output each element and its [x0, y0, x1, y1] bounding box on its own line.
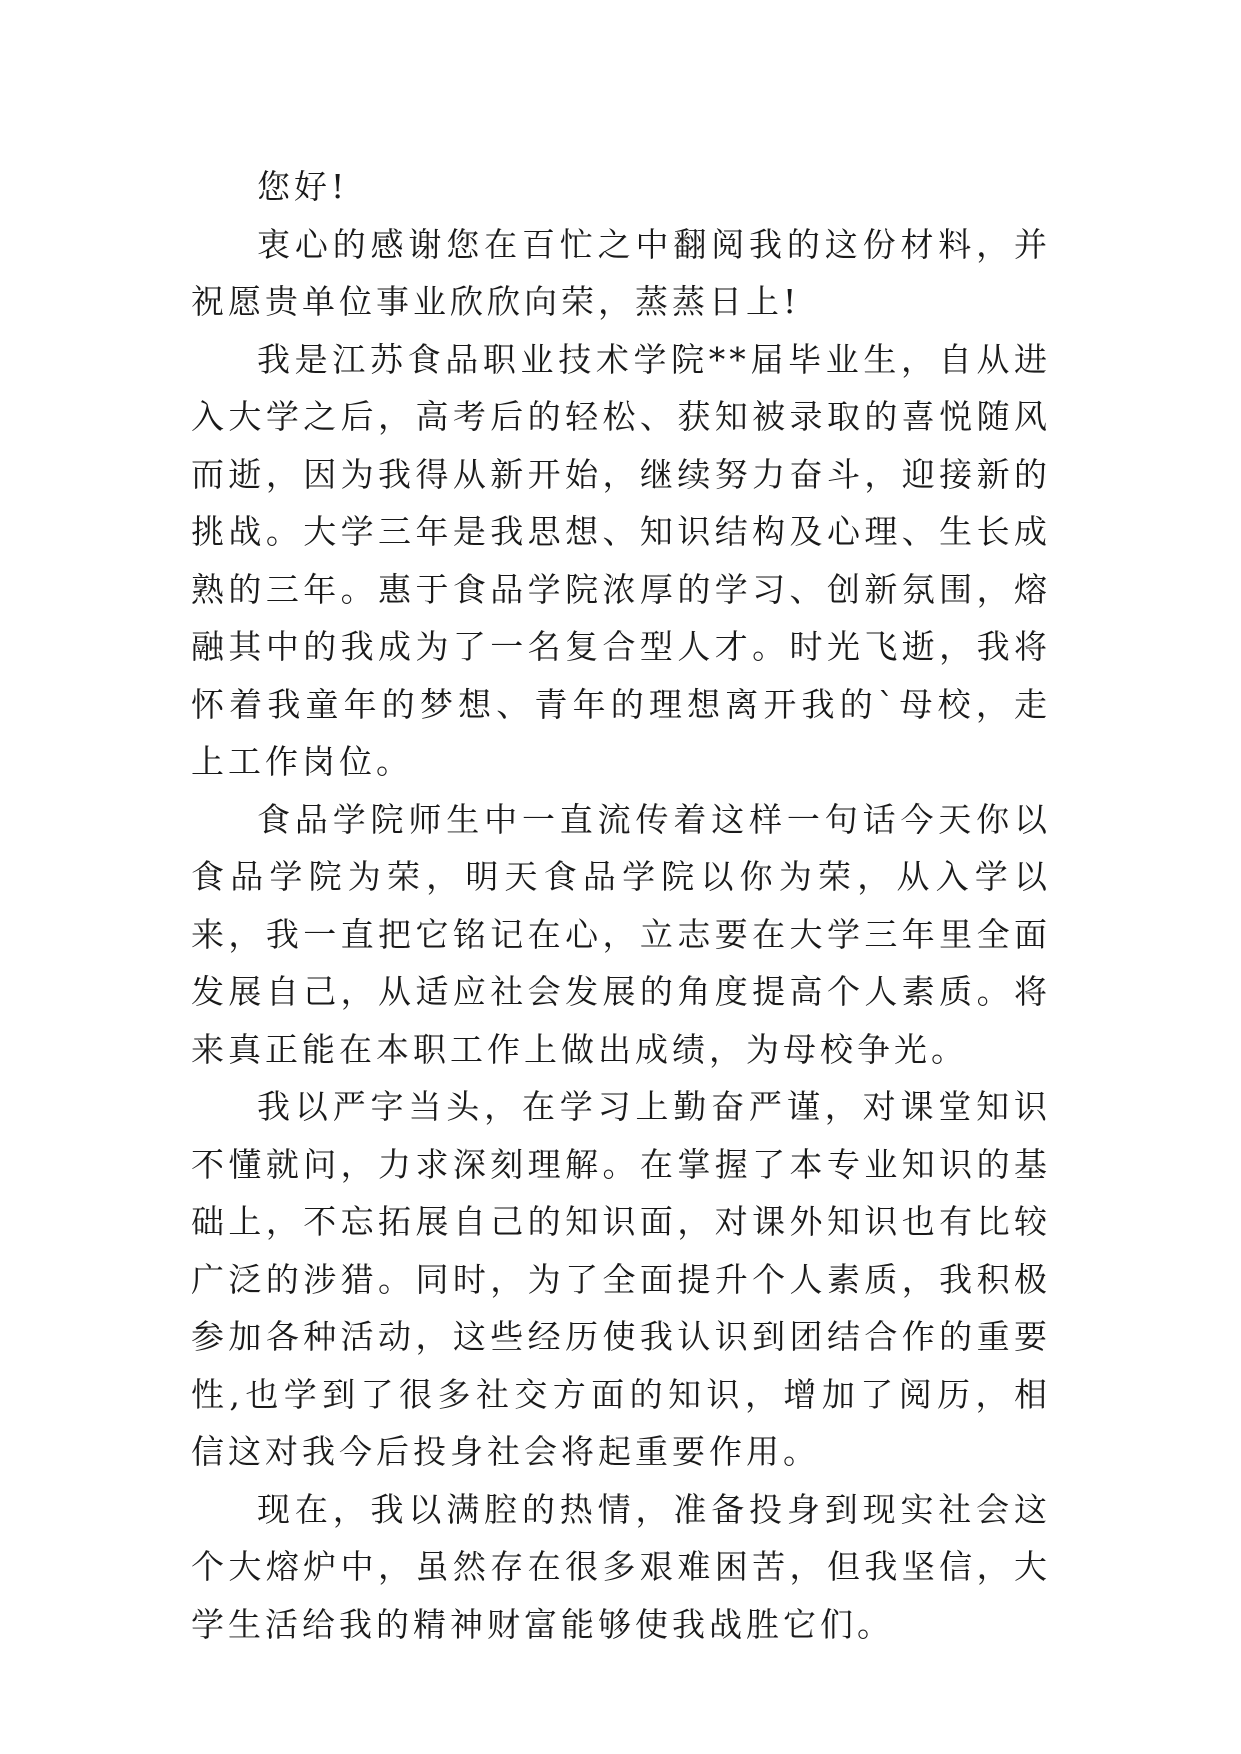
paragraph-introduction: 我是江苏食品职业技术学院**届毕业生，自从进入大学之后，高考后的轻松、获知被录取的喜悦随风而逝，因为我得从新开始，继续努力奋斗，迎接新的挑战。大学三年是我思想、知识结构及心理、生长成熟的三年。惠于食品学院浓厚的学习、创新氛围，熔融其中的我成为了一名复合型人才。时光飞逝，我将怀着我童年的梦想、青年的理想离开我的`母校，走上工作岗位。 [191, 339, 1051, 781]
paragraph-thanks: 衷心的感谢您在百忙之中翻阅我的这份材料，并祝愿贵单位事业欣欣向荣，蒸蒸日上! [191, 224, 1051, 321]
paragraph-study-activities: 我以严字当头，在学习上勤奋严谨，对课堂知识不懂就问，力求深刻理解。在掌握了本专业知识的基础上，不忘拓展自己的知识面，对课外知识也有比较广泛的涉猎。同时，为了全面提升个人素质，我积极参加各种活动，这些经历使我认识到团结合作的重要性,也学到了很多社交方面的知识，增加了阅历，相信这对我今后投身社会将起重要作用。 [191, 1087, 1051, 1471]
letter-body [191, 158, 1051, 1653]
greeting: 您好! [257, 167, 349, 206]
paragraph-school-motto: 食品学院师生中一直流传着这样一句话今天你以食品学院为荣，明天食品学院以你为荣，从入学以来，我一直把它铭记在心，立志要在大学三年里全面发展自己，从适应社会发展的角度提高个人素质。将来真正能在本职工作上做出成绩，为母校争光。 [191, 799, 1051, 1069]
paragraph-conclusion: 现在，我以满腔的热情，准备投身到现实社会这个大熔炉中，虽然存在很多艰难困苦，但我坚信，大学生活给我的精神财富能够使我战胜它们。 [191, 1489, 1051, 1644]
